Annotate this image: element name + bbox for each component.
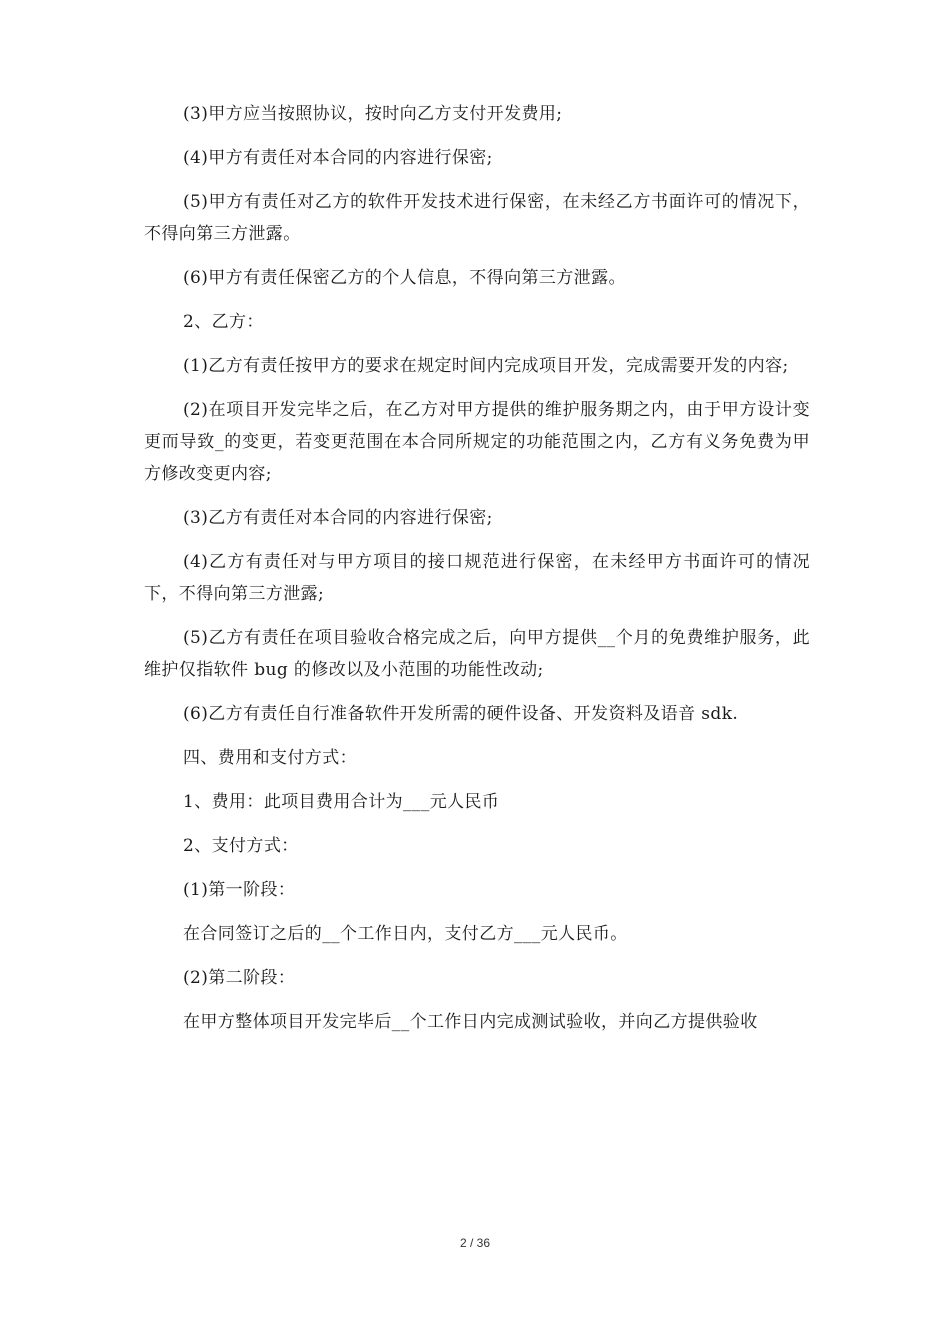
paragraph-clause-jia-6: (6)甲方有责任保密乙方的个人信息，不得向第三方泄露。 — [183, 268, 626, 288]
paragraph-clause-jia-3: (3)甲方应当按照协议，按时向乙方支付开发费用; — [183, 104, 563, 124]
heading-stage-1: (1)第一阶段： — [183, 880, 296, 900]
paragraph-clause-yi-1: (1)乙方有责任按甲方的要求在规定时间内完成项目开发，完成需要开发的内容; — [183, 356, 789, 376]
paragraph-clause-yi-2: (2)在项目开发完毕之后，在乙方对甲方提供的维护服务期之内，由于甲方设计变更而导致_的变更，若变更范围在本合同所规定的功能范围之内，乙方有义务免费为甲方修改变更内容; — [144, 400, 810, 484]
heading-yi-party: 2、乙方： — [183, 312, 264, 332]
document-body — [144, 98, 810, 1050]
heading-fees-and-payment: 四、费用和支付方式： — [183, 748, 357, 768]
paragraph-fees: 1、费用：此项目费用合计为___元人民币 — [183, 792, 500, 812]
paragraph-clause-yi-4: (4)乙方有责任对与甲方项目的接口规范进行保密，在未经甲方书面许可的情况下，不得向第三方泄露; — [144, 552, 810, 604]
paragraph-clause-yi-3: (3)乙方有责任对本合同的内容进行保密; — [183, 508, 493, 528]
paragraph-clause-jia-4: (4)甲方有责任对本合同的内容进行保密; — [183, 148, 493, 168]
paragraph-stage-1: 在合同签订之后的__个工作日内，支付乙方___元人民币。 — [183, 924, 628, 944]
paragraph-clause-yi-6: (6)乙方有责任自行准备软件开发所需的硬件设备、开发资料及语音 sdk. — [183, 704, 739, 724]
paragraph-clause-yi-5: (5)乙方有责任在项目验收合格完成之后，向甲方提供__个月的免费维护服务，此维护仅指软件 bug 的修改以及小范围的功能性改动; — [144, 628, 810, 680]
page-number: 2 / 36 — [459, 1236, 491, 1250]
paragraph-clause-jia-5: (5)甲方有责任对乙方的软件开发技术进行保密，在未经乙方书面许可的情况下，不得向第三方泄露。 — [144, 192, 810, 244]
heading-stage-2: (2)第二阶段： — [183, 968, 296, 988]
heading-payment-method: 2、支付方式： — [183, 836, 299, 856]
paragraph-stage-2: 在甲方整体项目开发完毕后__个工作日内完成测试验收，并向乙方提供验收 — [183, 1012, 758, 1032]
